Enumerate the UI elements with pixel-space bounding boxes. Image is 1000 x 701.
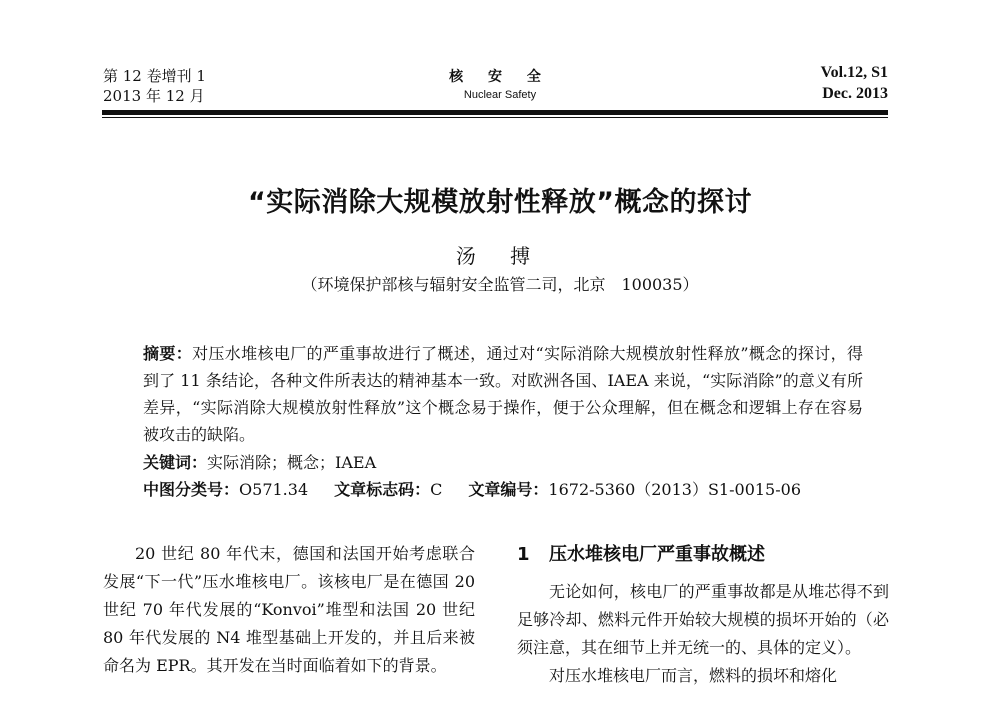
volume-en: Vol.12, S1 (820, 64, 888, 81)
journal-name-cn: 核 安 全 (449, 69, 551, 85)
journal-name-en: Nuclear Safety (463, 89, 537, 101)
section-1-heading (517, 540, 765, 566)
header-rule-thin (102, 117, 888, 118)
section-title: 压水堆核电厂严重事故概述 (549, 544, 765, 565)
volume-issue: 第 12 卷增刊 1 (103, 67, 206, 85)
clc-value: O571.34 (239, 480, 309, 499)
date-en: Dec. 2013 (822, 85, 888, 102)
abstract-label: 摘要： (143, 344, 193, 363)
abstract-text: 对压水堆核电厂的严重事故进行了概述，通过对“实际消除大规模放射性释放”概念的探讨，得到了 11 条结论，各种文件所表达的精神基本一致。对欧洲各国、IAEA 来说，“实际消除”的意义有所差异，“实际消除大规模放射性释放”这个概念易于操作，便于公众理解，但在概念和逻辑上存在容易被攻击的缺陷。 (143, 344, 863, 444)
author: 汤 搏 (455, 244, 545, 268)
header-rule-thick (102, 110, 888, 115)
intro-paragraph: 20 世纪 80 年代末，德国和法国开始考虑联合发展“下一代”压水堆核电厂。该核电厂是在德国 20 世纪 70 年代发展的“Konvoi”堆型和法国 20 世纪 80 年代发展的 N4 堆型基础上开发的，并且后来被命名为 EPR。其开发在当时面临着如下的背景。 (103, 544, 475, 675)
paper-title: “实际消除大规模放射性释放”概念的探讨 (248, 187, 752, 218)
classification-line (143, 478, 863, 502)
section-1-paragraph-1: 无论如何，核电厂的严重事故都是从堆芯得不到足够冷却、燃料元件开始较大规模的损坏开始的（必须注意，其在细节上并无统一的、具体的定义）。 (517, 582, 889, 657)
body-right-column (517, 578, 889, 685)
article-no-value: 1672-5360（2013）S1-0015-06 (548, 480, 802, 499)
section-1-paragraph-2: 对压水堆核电厂而言，燃料的损坏和熔化 (549, 666, 838, 685)
keywords (143, 451, 863, 475)
abstract (143, 340, 863, 448)
article-no-label: 文章编号： (468, 480, 549, 499)
affiliation: （环境保护部核与辐射安全监管二司，北京 100035） (301, 275, 699, 294)
keywords-text: 实际消除；概念；IAEA (207, 453, 377, 472)
doc-code-label: 文章标志码： (334, 480, 431, 499)
doc-code-value: C (430, 480, 443, 499)
publication-date: 2013 年 12 月 (103, 87, 205, 105)
body-left-column (103, 540, 475, 680)
section-number: 1 (517, 544, 530, 565)
keywords-label: 关键词： (143, 453, 208, 472)
clc-label: 中图分类号： (143, 480, 240, 499)
